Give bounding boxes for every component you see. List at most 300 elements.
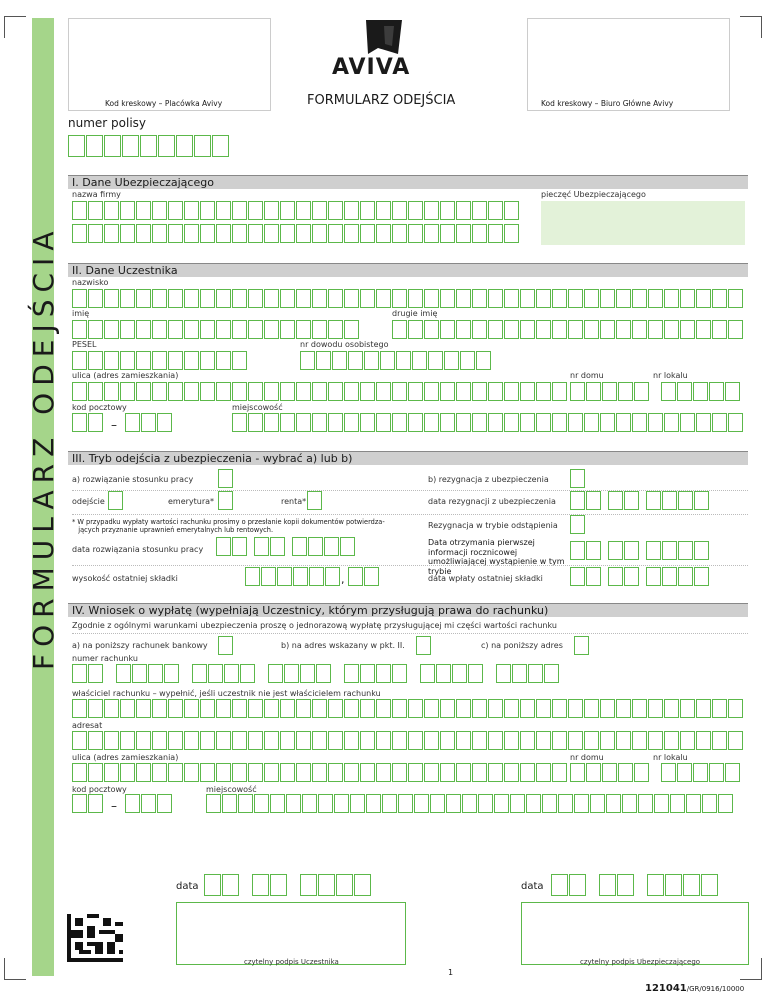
character-box[interactable] <box>622 794 637 813</box>
participant-signature-box[interactable] <box>176 902 406 965</box>
character-box[interactable] <box>616 699 631 718</box>
character-box[interactable] <box>222 794 237 813</box>
character-box[interactable] <box>694 567 709 586</box>
character-box[interactable] <box>328 224 343 243</box>
character-box[interactable] <box>344 763 359 782</box>
character-box[interactable] <box>104 201 119 220</box>
character-box[interactable] <box>412 351 427 370</box>
character-box[interactable] <box>664 699 679 718</box>
character-box[interactable] <box>602 382 617 401</box>
account-owner-field[interactable] <box>72 699 743 718</box>
character-box[interactable] <box>120 320 135 339</box>
character-box[interactable] <box>632 413 647 432</box>
character-box[interactable] <box>72 320 87 339</box>
character-box[interactable] <box>312 289 327 308</box>
character-box[interactable] <box>261 567 276 586</box>
character-box[interactable] <box>184 763 199 782</box>
character-box[interactable] <box>296 382 311 401</box>
withdraw-checkbox[interactable] <box>570 515 585 534</box>
character-box[interactable] <box>168 699 183 718</box>
character-box[interactable] <box>264 320 279 339</box>
character-box[interactable] <box>568 731 583 750</box>
character-box[interactable] <box>504 699 519 718</box>
payout-flat-number-field[interactable] <box>661 763 740 782</box>
character-box[interactable] <box>512 664 527 683</box>
character-box[interactable] <box>570 763 585 782</box>
character-box[interactable] <box>648 320 663 339</box>
character-box[interactable] <box>552 763 567 782</box>
character-box[interactable] <box>216 763 231 782</box>
character-box[interactable] <box>264 201 279 220</box>
character-box[interactable] <box>296 289 311 308</box>
character-box[interactable] <box>141 413 156 432</box>
payout-street-field[interactable] <box>72 763 567 782</box>
character-box[interactable] <box>494 794 509 813</box>
character-box[interactable] <box>520 699 535 718</box>
character-box[interactable] <box>634 382 649 401</box>
character-box[interactable] <box>586 491 601 510</box>
character-box[interactable] <box>312 731 327 750</box>
character-box[interactable] <box>232 537 247 556</box>
character-box[interactable] <box>392 382 407 401</box>
character-box[interactable] <box>472 289 487 308</box>
character-box[interactable] <box>88 794 103 813</box>
character-box[interactable] <box>712 289 727 308</box>
character-box[interactable] <box>436 664 451 683</box>
character-box[interactable] <box>232 413 247 432</box>
character-box[interactable] <box>376 382 391 401</box>
character-box[interactable] <box>136 763 151 782</box>
character-box[interactable] <box>420 664 435 683</box>
addressee-field[interactable] <box>72 731 743 750</box>
character-box[interactable] <box>152 731 167 750</box>
character-box[interactable] <box>318 794 333 813</box>
character-box[interactable] <box>248 201 263 220</box>
character-box[interactable] <box>168 224 183 243</box>
character-box[interactable] <box>104 382 119 401</box>
character-box[interactable] <box>336 874 353 896</box>
character-box[interactable] <box>344 289 359 308</box>
character-box[interactable] <box>456 320 471 339</box>
character-box[interactable] <box>460 351 475 370</box>
character-box[interactable] <box>624 567 639 586</box>
character-box[interactable] <box>120 699 135 718</box>
character-box[interactable] <box>277 567 292 586</box>
character-box[interactable] <box>632 731 647 750</box>
character-box[interactable] <box>328 320 343 339</box>
second-name-field[interactable] <box>392 320 743 339</box>
first-name-field[interactable] <box>72 320 359 339</box>
character-box[interactable] <box>376 201 391 220</box>
character-box[interactable] <box>376 224 391 243</box>
character-box[interactable] <box>392 763 407 782</box>
character-box[interactable] <box>280 224 295 243</box>
character-box[interactable] <box>424 289 439 308</box>
character-box[interactable] <box>312 699 327 718</box>
character-box[interactable] <box>240 664 255 683</box>
character-box[interactable] <box>632 289 647 308</box>
character-box[interactable] <box>709 763 724 782</box>
character-box[interactable] <box>440 699 455 718</box>
character-box[interactable] <box>608 567 623 586</box>
character-box[interactable] <box>468 664 483 683</box>
character-box[interactable] <box>528 664 543 683</box>
character-box[interactable] <box>168 382 183 401</box>
character-box[interactable] <box>558 794 573 813</box>
character-box[interactable] <box>408 224 423 243</box>
character-box[interactable] <box>680 320 695 339</box>
character-box[interactable] <box>184 731 199 750</box>
character-box[interactable] <box>216 731 231 750</box>
character-box[interactable] <box>176 135 193 157</box>
character-box[interactable] <box>104 289 119 308</box>
character-box[interactable] <box>472 320 487 339</box>
character-box[interactable] <box>488 382 503 401</box>
character-box[interactable] <box>696 289 711 308</box>
character-box[interactable] <box>309 567 324 586</box>
character-box[interactable] <box>216 382 231 401</box>
character-box[interactable] <box>624 541 639 560</box>
character-box[interactable] <box>364 351 379 370</box>
character-box[interactable] <box>72 351 87 370</box>
character-box[interactable] <box>328 699 343 718</box>
character-box[interactable] <box>728 699 743 718</box>
character-box[interactable] <box>360 224 375 243</box>
id-number-field[interactable] <box>300 351 491 370</box>
character-box[interactable] <box>600 320 615 339</box>
character-box[interactable] <box>164 664 179 683</box>
character-box[interactable] <box>662 541 677 560</box>
character-box[interactable] <box>728 320 743 339</box>
character-box[interactable] <box>270 537 285 556</box>
character-box[interactable] <box>725 382 740 401</box>
character-box[interactable] <box>600 413 615 432</box>
character-box[interactable] <box>280 699 295 718</box>
character-box[interactable] <box>270 794 285 813</box>
character-box[interactable] <box>136 351 151 370</box>
character-box[interactable] <box>718 794 733 813</box>
character-box[interactable] <box>216 289 231 308</box>
character-box[interactable] <box>616 413 631 432</box>
character-box[interactable] <box>308 537 323 556</box>
character-box[interactable] <box>472 413 487 432</box>
character-box[interactable] <box>360 201 375 220</box>
character-box[interactable] <box>136 320 151 339</box>
character-box[interactable] <box>456 201 471 220</box>
character-box[interactable] <box>360 413 375 432</box>
character-box[interactable] <box>696 413 711 432</box>
character-box[interactable] <box>192 664 207 683</box>
character-box[interactable] <box>264 731 279 750</box>
character-box[interactable] <box>478 794 493 813</box>
character-box[interactable] <box>344 413 359 432</box>
character-box[interactable] <box>88 664 103 683</box>
option-a-checkbox[interactable] <box>218 469 233 488</box>
character-box[interactable] <box>472 731 487 750</box>
character-box[interactable] <box>694 541 709 560</box>
character-box[interactable] <box>696 731 711 750</box>
character-box[interactable] <box>200 320 215 339</box>
character-box[interactable] <box>456 382 471 401</box>
character-box[interactable] <box>424 699 439 718</box>
character-box[interactable] <box>617 874 634 896</box>
character-box[interactable] <box>136 289 151 308</box>
character-box[interactable] <box>300 874 317 896</box>
character-box[interactable] <box>600 699 615 718</box>
character-box[interactable] <box>104 135 121 157</box>
character-box[interactable] <box>344 699 359 718</box>
character-box[interactable] <box>428 351 443 370</box>
character-box[interactable] <box>424 224 439 243</box>
character-box[interactable] <box>248 382 263 401</box>
character-box[interactable] <box>360 763 375 782</box>
character-box[interactable] <box>72 224 87 243</box>
character-box[interactable] <box>88 201 103 220</box>
character-box[interactable] <box>504 224 519 243</box>
character-box[interactable] <box>248 699 263 718</box>
character-box[interactable] <box>72 699 87 718</box>
character-box[interactable] <box>408 699 423 718</box>
character-box[interactable] <box>332 351 347 370</box>
character-box[interactable] <box>200 382 215 401</box>
pension-checkbox[interactable] <box>218 491 233 510</box>
character-box[interactable] <box>568 320 583 339</box>
character-box[interactable] <box>72 664 87 683</box>
character-box[interactable] <box>200 224 215 243</box>
character-box[interactable] <box>248 289 263 308</box>
character-box[interactable] <box>296 201 311 220</box>
character-box[interactable] <box>296 320 311 339</box>
character-box[interactable] <box>232 320 247 339</box>
character-box[interactable] <box>408 731 423 750</box>
character-box[interactable] <box>488 320 503 339</box>
character-box[interactable] <box>120 224 135 243</box>
character-box[interactable] <box>686 794 701 813</box>
character-box[interactable] <box>184 320 199 339</box>
character-box[interactable] <box>680 699 695 718</box>
character-box[interactable] <box>616 731 631 750</box>
character-box[interactable] <box>296 731 311 750</box>
character-box[interactable] <box>504 201 519 220</box>
character-box[interactable] <box>72 289 87 308</box>
character-box[interactable] <box>280 413 295 432</box>
character-box[interactable] <box>488 201 503 220</box>
character-box[interactable] <box>104 224 119 243</box>
character-box[interactable] <box>168 351 183 370</box>
character-box[interactable] <box>366 794 381 813</box>
postal-code-field[interactable] <box>72 413 172 437</box>
payout-postal-field[interactable] <box>72 794 172 818</box>
character-box[interactable] <box>344 224 359 243</box>
character-box[interactable] <box>68 135 85 157</box>
character-box[interactable] <box>232 382 247 401</box>
character-box[interactable] <box>440 763 455 782</box>
character-box[interactable] <box>452 664 467 683</box>
character-box[interactable] <box>634 763 649 782</box>
character-box[interactable] <box>264 699 279 718</box>
street-field[interactable] <box>72 382 567 401</box>
character-box[interactable] <box>268 664 283 683</box>
character-box[interactable] <box>284 664 299 683</box>
character-box[interactable] <box>661 763 676 782</box>
character-box[interactable] <box>440 320 455 339</box>
participant-date-field[interactable] <box>204 874 371 896</box>
character-box[interactable] <box>424 382 439 401</box>
character-box[interactable] <box>392 413 407 432</box>
character-box[interactable] <box>88 763 103 782</box>
character-box[interactable] <box>602 763 617 782</box>
character-box[interactable] <box>430 794 445 813</box>
character-box[interactable] <box>600 289 615 308</box>
character-box[interactable] <box>520 413 535 432</box>
payout-city-field[interactable] <box>206 794 733 813</box>
character-box[interactable] <box>646 567 661 586</box>
character-box[interactable] <box>232 201 247 220</box>
character-box[interactable] <box>312 201 327 220</box>
character-box[interactable] <box>408 289 423 308</box>
character-box[interactable] <box>440 731 455 750</box>
character-box[interactable] <box>328 382 343 401</box>
character-box[interactable] <box>360 382 375 401</box>
character-box[interactable] <box>120 201 135 220</box>
character-box[interactable] <box>536 320 551 339</box>
character-box[interactable] <box>296 763 311 782</box>
character-box[interactable] <box>586 382 601 401</box>
character-box[interactable] <box>222 874 239 896</box>
character-box[interactable] <box>728 731 743 750</box>
house-number-field[interactable] <box>570 382 649 401</box>
character-box[interactable] <box>552 382 567 401</box>
payout-house-number-field[interactable] <box>570 763 649 782</box>
character-box[interactable] <box>664 731 679 750</box>
character-box[interactable] <box>360 699 375 718</box>
character-box[interactable] <box>264 289 279 308</box>
character-box[interactable] <box>152 351 167 370</box>
character-box[interactable] <box>665 874 682 896</box>
character-box[interactable] <box>312 224 327 243</box>
character-box[interactable] <box>472 382 487 401</box>
character-box[interactable] <box>456 224 471 243</box>
insurer-date-field[interactable] <box>551 874 718 896</box>
character-box[interactable] <box>344 664 359 683</box>
character-box[interactable] <box>552 731 567 750</box>
payment-date-field[interactable] <box>570 567 709 586</box>
character-box[interactable] <box>701 874 718 896</box>
character-box[interactable] <box>696 320 711 339</box>
character-box[interactable] <box>677 382 692 401</box>
character-box[interactable] <box>544 664 559 683</box>
character-box[interactable] <box>472 699 487 718</box>
character-box[interactable] <box>120 763 135 782</box>
character-box[interactable] <box>348 351 363 370</box>
character-box[interactable] <box>683 874 700 896</box>
character-box[interactable] <box>648 413 663 432</box>
character-box[interactable] <box>184 289 199 308</box>
character-box[interactable] <box>694 491 709 510</box>
character-box[interactable] <box>328 289 343 308</box>
character-box[interactable] <box>72 731 87 750</box>
character-box[interactable] <box>280 289 295 308</box>
character-box[interactable] <box>300 351 315 370</box>
character-box[interactable] <box>152 763 167 782</box>
character-box[interactable] <box>728 413 743 432</box>
character-box[interactable] <box>316 664 331 683</box>
termination-date-field[interactable] <box>216 537 355 556</box>
option-b-checkbox[interactable] <box>570 469 585 488</box>
character-box[interactable] <box>296 699 311 718</box>
character-box[interactable] <box>677 763 692 782</box>
character-box[interactable] <box>570 382 585 401</box>
character-box[interactable] <box>204 874 221 896</box>
character-box[interactable] <box>325 567 340 586</box>
character-box[interactable] <box>270 874 287 896</box>
character-box[interactable] <box>586 763 601 782</box>
pesel-field[interactable] <box>72 351 247 370</box>
character-box[interactable] <box>568 699 583 718</box>
character-box[interactable] <box>232 699 247 718</box>
character-box[interactable] <box>440 382 455 401</box>
character-box[interactable] <box>328 413 343 432</box>
character-box[interactable] <box>664 320 679 339</box>
character-box[interactable] <box>72 413 87 432</box>
character-box[interactable] <box>292 537 307 556</box>
character-box[interactable] <box>414 794 429 813</box>
character-box[interactable] <box>678 567 693 586</box>
character-box[interactable] <box>654 794 669 813</box>
character-box[interactable] <box>376 699 391 718</box>
character-box[interactable] <box>646 491 661 510</box>
character-box[interactable] <box>200 201 215 220</box>
character-box[interactable] <box>408 763 423 782</box>
character-box[interactable] <box>568 289 583 308</box>
character-box[interactable] <box>88 320 103 339</box>
character-box[interactable] <box>216 699 231 718</box>
character-box[interactable] <box>456 289 471 308</box>
character-box[interactable] <box>712 320 727 339</box>
character-box[interactable] <box>396 351 411 370</box>
character-box[interactable] <box>348 567 363 586</box>
character-box[interactable] <box>312 382 327 401</box>
character-box[interactable] <box>536 731 551 750</box>
character-box[interactable] <box>424 320 439 339</box>
flat-number-field[interactable] <box>661 382 740 401</box>
character-box[interactable] <box>72 201 87 220</box>
character-box[interactable] <box>392 289 407 308</box>
character-box[interactable] <box>344 382 359 401</box>
character-box[interactable] <box>624 491 639 510</box>
character-box[interactable] <box>280 320 295 339</box>
character-box[interactable] <box>88 413 103 432</box>
character-box[interactable] <box>456 699 471 718</box>
character-box[interactable] <box>392 699 407 718</box>
character-box[interactable] <box>360 664 375 683</box>
payout-option-a-checkbox[interactable] <box>218 636 233 655</box>
character-box[interactable] <box>444 351 459 370</box>
character-box[interactable] <box>526 794 541 813</box>
character-box[interactable] <box>104 763 119 782</box>
character-box[interactable] <box>510 794 525 813</box>
character-box[interactable] <box>586 567 601 586</box>
character-box[interactable] <box>693 382 708 401</box>
character-box[interactable] <box>216 224 231 243</box>
character-box[interactable] <box>280 763 295 782</box>
character-box[interactable] <box>264 763 279 782</box>
character-box[interactable] <box>88 699 103 718</box>
character-box[interactable] <box>360 289 375 308</box>
character-box[interactable] <box>245 567 260 586</box>
info-date-field[interactable] <box>570 541 709 560</box>
character-box[interactable] <box>72 763 87 782</box>
